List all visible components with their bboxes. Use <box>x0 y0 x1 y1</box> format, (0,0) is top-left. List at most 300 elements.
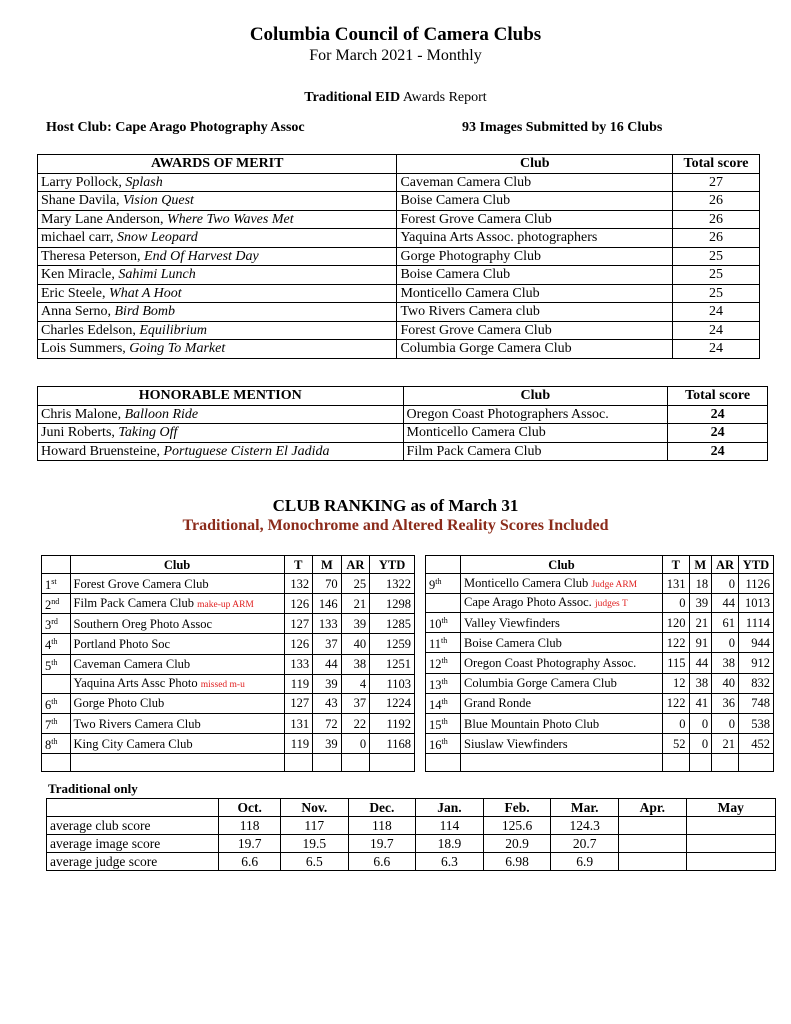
images-submitted: 93 Images Submitted by 16 Clubs <box>462 120 663 135</box>
club-name: Forest Grove Camera Club <box>397 321 673 340</box>
awards-entry <box>38 340 397 359</box>
score-m: 0 <box>689 734 712 754</box>
traditional-only-label: Traditional only <box>48 781 138 796</box>
score-m: 37 <box>313 634 342 654</box>
photographer-name: Chris Malone, <box>41 406 125 422</box>
metric-value: 125.6 <box>483 817 551 835</box>
metric-value: 6.6 <box>219 853 281 871</box>
club-name: Oregon Coast Photographers Assoc. <box>403 405 668 424</box>
score-ar: 44 <box>712 594 739 613</box>
place-suffix: th <box>441 636 448 646</box>
traditional-header-row <box>47 799 776 817</box>
score-t: 132 <box>284 574 313 594</box>
place-number: 3 <box>45 618 52 633</box>
ranking-club <box>461 633 663 653</box>
score-ar: 21 <box>712 734 739 754</box>
place-suffix: th <box>441 696 448 706</box>
ranking-club <box>70 634 284 654</box>
club-note: missed m-u <box>200 679 245 690</box>
awards-row <box>38 229 760 248</box>
score-t: 119 <box>284 674 313 693</box>
score-m <box>313 754 342 772</box>
score-ytd <box>738 754 773 772</box>
awards-entry <box>38 229 397 248</box>
place-suffix: th <box>51 657 58 667</box>
metric-value: 19.7 <box>348 835 416 853</box>
score-t <box>284 754 313 772</box>
club-note: Judge ARM <box>591 579 638 590</box>
score-m: 39 <box>689 594 712 613</box>
ranking-row <box>42 693 415 713</box>
ranking-place <box>42 654 71 674</box>
score-ar: 36 <box>712 693 739 713</box>
ranking-row <box>426 653 774 673</box>
club-name: Valley Viewfinders <box>464 615 560 630</box>
ranking-row <box>426 693 774 713</box>
awards-entry <box>38 266 397 285</box>
awards-row <box>38 321 760 340</box>
place-number: 8 <box>45 738 52 753</box>
image-title: Where Two Waves Met <box>166 211 294 227</box>
club-name: Monticello Camera Club <box>403 424 668 443</box>
photographer-name: Lois Summers, <box>41 341 130 357</box>
place-suffix: th <box>441 716 448 726</box>
awards-of-merit-table <box>37 154 760 359</box>
ranking-right-header-club: Club <box>461 556 663 574</box>
ranking-place <box>426 754 461 772</box>
club-name: Boise Camera Club <box>397 266 673 285</box>
ranking-place <box>426 734 461 754</box>
score-ytd: 538 <box>738 713 773 733</box>
ranking-left-header-t: T <box>284 556 313 574</box>
month-header: Feb. <box>483 799 551 817</box>
month-header: Oct. <box>219 799 281 817</box>
metric-value: 114 <box>416 817 484 835</box>
total-score: 26 <box>673 229 760 248</box>
score-t: 122 <box>662 693 689 713</box>
traditional-row <box>47 835 776 853</box>
ranking-row <box>426 613 774 633</box>
score-t: 127 <box>284 614 313 634</box>
score-ar: 0 <box>341 734 370 754</box>
month-header: Mar. <box>551 799 619 817</box>
place-number: 10 <box>429 617 442 632</box>
club-name: Blue Mountain Photo Club <box>464 716 600 731</box>
ranking-club <box>461 673 663 693</box>
club-name: Siuslaw Viewfinders <box>464 736 568 751</box>
image-title: Going To Market <box>129 341 226 357</box>
awards-header-club: Club <box>397 155 673 174</box>
place-suffix: rd <box>51 617 58 627</box>
ranking-left-header-ytd: YTD <box>370 556 415 574</box>
ranking-club <box>70 654 284 674</box>
awards-row <box>38 173 760 192</box>
club-name: Columbia Gorge Camera Club <box>464 676 617 691</box>
ranking-club <box>461 594 663 613</box>
image-title: Equilibrium <box>139 322 208 338</box>
image-title: Taking Off <box>118 425 178 441</box>
metric-value: 19.7 <box>219 835 281 853</box>
ranking-club <box>70 674 284 693</box>
total-score: 26 <box>673 210 760 229</box>
score-m <box>689 754 712 772</box>
ranking-row <box>426 673 774 693</box>
awards-row <box>38 303 760 322</box>
score-ar: 22 <box>341 713 370 733</box>
score-m: 72 <box>313 713 342 733</box>
metric-value: 6.5 <box>280 853 348 871</box>
score-t: 0 <box>662 713 689 733</box>
score-m: 21 <box>689 613 712 633</box>
score-ar: 25 <box>341 574 370 594</box>
metric-value: 20.7 <box>551 835 619 853</box>
ranking-right-header-place <box>426 556 461 574</box>
ranking-club <box>70 594 284 614</box>
metric-value <box>686 835 775 853</box>
honorable-header-club: Club <box>403 387 668 406</box>
ranking-place <box>426 633 461 653</box>
club-name: King City Camera Club <box>73 736 193 751</box>
image-title: Snow Leopard <box>117 230 198 246</box>
score-ar: 38 <box>712 653 739 673</box>
month-header: Apr. <box>619 799 687 817</box>
score-m: 39 <box>313 674 342 693</box>
photographer-name: Anna Serno, <box>41 304 115 320</box>
club-name: Forest Grove Camera Club <box>397 210 673 229</box>
total-score: 25 <box>673 266 760 285</box>
honorable-header-mention: HONORABLE MENTION <box>38 387 404 406</box>
place-number: 7 <box>45 718 52 733</box>
ranking-right-header-ar: AR <box>712 556 739 574</box>
total-score: 24 <box>673 321 760 340</box>
metric-value: 6.3 <box>416 853 484 871</box>
score-t: 126 <box>284 634 313 654</box>
club-ranking-right-table <box>425 555 774 772</box>
place-suffix: th <box>51 696 58 706</box>
ranking-club <box>70 574 284 594</box>
image-title: Sahimi Lunch <box>118 267 196 283</box>
score-ytd: 1192 <box>370 713 415 733</box>
club-name: Boise Camera Club <box>397 192 673 211</box>
ranking-club <box>70 693 284 713</box>
metric-value <box>686 817 775 835</box>
metric-value <box>619 853 687 871</box>
metric-value <box>619 817 687 835</box>
page-title: Columbia Council of Camera Clubs <box>249 24 542 45</box>
host-club: Host Club: Cape Arago Photography Assoc <box>46 120 305 135</box>
awards-row <box>38 340 760 359</box>
honorable-mention-table <box>37 386 768 461</box>
score-m: 44 <box>689 653 712 673</box>
ranking-club <box>461 734 663 754</box>
score-t: 0 <box>662 594 689 613</box>
place-suffix: th <box>441 656 448 666</box>
place-suffix: th <box>441 676 448 686</box>
total-score: 24 <box>668 424 768 443</box>
score-t: 119 <box>284 734 313 754</box>
score-ar <box>341 754 370 772</box>
ranking-club <box>70 614 284 634</box>
score-m: 70 <box>313 574 342 594</box>
image-title: Splash <box>125 174 163 190</box>
ranking-place <box>42 693 71 713</box>
ranking-club <box>461 613 663 633</box>
score-ytd: 452 <box>738 734 773 754</box>
honorable-row <box>38 405 768 424</box>
month-header: Dec. <box>348 799 416 817</box>
photographer-name: michael carr, <box>41 230 118 246</box>
score-t: 115 <box>662 653 689 673</box>
photographer-name: Theresa Peterson, <box>41 248 145 264</box>
awards-header-row <box>38 155 760 174</box>
club-name: Monticello Camera Club <box>397 284 673 303</box>
place-number: 6 <box>45 697 52 712</box>
club-name: Portland Photo Soc <box>73 637 171 652</box>
club-name: Yaquina Arts Assoc. photographers <box>397 229 673 248</box>
ranking-left-header-row <box>42 556 415 574</box>
score-m: 39 <box>313 734 342 754</box>
ranking-place <box>426 673 461 693</box>
score-ytd: 1251 <box>370 654 415 674</box>
club-name: Columbia Gorge Camera Club <box>397 340 673 359</box>
score-ytd: 1259 <box>370 634 415 654</box>
club-name: Boise Camera Club <box>464 635 562 650</box>
traditional-row <box>47 853 776 871</box>
ranking-place <box>42 574 71 594</box>
month-header: Jan. <box>416 799 484 817</box>
club-name: Film Pack Camera Club <box>403 442 668 461</box>
club-name: Film Pack Camera Club <box>73 595 195 610</box>
score-ytd: 1224 <box>370 693 415 713</box>
metric-value <box>686 853 775 871</box>
total-score: 27 <box>673 173 760 192</box>
metric-value: 118 <box>348 817 416 835</box>
total-score: 26 <box>673 192 760 211</box>
ranking-place <box>426 594 461 613</box>
club-ranking-subtitle: Traditional, Monochrome and Altered Reality Scores Included <box>182 517 609 534</box>
score-m: 41 <box>689 693 712 713</box>
image-title: Vision Quest <box>123 193 194 209</box>
score-ar: 0 <box>712 574 739 594</box>
place-suffix: th <box>441 737 448 747</box>
score-ytd: 1114 <box>738 613 773 633</box>
score-t: 127 <box>284 693 313 713</box>
ranking-left-header-club: Club <box>70 556 284 574</box>
ranking-row <box>42 634 415 654</box>
score-ytd: 832 <box>738 673 773 693</box>
score-t: 126 <box>284 594 313 614</box>
place-number: 4 <box>45 638 52 653</box>
honorable-entry <box>38 442 404 461</box>
score-m: 38 <box>689 673 712 693</box>
place-number: 13 <box>429 677 442 692</box>
ranking-left-header-place <box>42 556 71 574</box>
score-t: 120 <box>662 613 689 633</box>
ranking-row <box>42 614 415 634</box>
photographer-name: Eric Steele, <box>41 285 110 301</box>
image-title: Bird Bomb <box>114 304 176 320</box>
metric-value: 6.98 <box>483 853 551 871</box>
score-ar: 40 <box>712 673 739 693</box>
awards-row <box>38 192 760 211</box>
ranking-row <box>426 734 774 754</box>
honorable-entry <box>38 405 404 424</box>
awards-entry <box>38 173 397 192</box>
club-note: judges T <box>594 599 628 610</box>
photographer-name: Ken Miracle, <box>41 267 119 283</box>
score-ar: 38 <box>341 654 370 674</box>
club-note: make-up ARM <box>197 599 254 610</box>
score-t: 52 <box>662 734 689 754</box>
score-m: 43 <box>313 693 342 713</box>
score-m: 133 <box>313 614 342 634</box>
ranking-row <box>42 754 415 772</box>
club-name: Forest Grove Camera Club <box>73 576 209 591</box>
ranking-place <box>426 574 461 594</box>
score-m: 44 <box>313 654 342 674</box>
ranking-club <box>461 653 663 673</box>
ranking-place <box>42 614 71 634</box>
photographer-name: Howard Bruensteine, <box>41 443 164 459</box>
club-name: Oregon Coast Photography Assoc. <box>464 656 637 671</box>
place-number: 2 <box>45 598 52 613</box>
place-suffix: th <box>51 637 58 647</box>
club-ranking-title: CLUB RANKING as of March 31 <box>272 496 519 515</box>
honorable-row <box>38 424 768 443</box>
score-ytd: 1322 <box>370 574 415 594</box>
place-suffix: th <box>51 716 58 726</box>
awards-entry <box>38 321 397 340</box>
ranking-place <box>426 693 461 713</box>
score-ar: 0 <box>712 713 739 733</box>
place-number: 16 <box>429 738 442 753</box>
metric-value: 118 <box>219 817 281 835</box>
place-suffix: nd <box>51 597 60 607</box>
metric-label: average image score <box>47 835 219 853</box>
club-name: Grand Ronde <box>464 696 532 711</box>
score-ar: 40 <box>341 634 370 654</box>
club-name: Yaquina Arts Assc Photo <box>73 675 198 690</box>
score-m: 0 <box>689 713 712 733</box>
ranking-place <box>42 754 71 772</box>
metric-value <box>619 835 687 853</box>
awards-header-score: Total score <box>673 155 760 174</box>
club-ranking-left-table <box>41 555 415 772</box>
club-name: Gorge Photo Club <box>73 696 165 711</box>
image-title: Balloon Ride <box>124 406 199 422</box>
honorable-header-row <box>38 387 768 406</box>
place-number: 5 <box>45 658 52 673</box>
report-title-rest: Awards Report <box>400 90 487 105</box>
ranking-place <box>42 674 71 693</box>
ranking-place <box>42 713 71 733</box>
ranking-row <box>42 674 415 693</box>
ranking-club <box>70 754 284 772</box>
ranking-left-header-ar: AR <box>341 556 370 574</box>
photographer-name: Juni Roberts, <box>41 425 119 441</box>
ranking-row <box>42 734 415 754</box>
place-suffix: th <box>441 616 448 626</box>
score-ar: 21 <box>341 594 370 614</box>
score-ar <box>712 754 739 772</box>
place-suffix: th <box>435 577 442 586</box>
ranking-row <box>42 594 415 614</box>
club-name: Caveman Camera Club <box>73 657 191 672</box>
awards-entry <box>38 303 397 322</box>
total-score: 24 <box>673 340 760 359</box>
ranking-club <box>70 713 284 733</box>
photographer-name: Larry Pollock, <box>41 174 126 190</box>
ranking-row <box>42 574 415 594</box>
score-ar: 61 <box>712 613 739 633</box>
score-ytd: 944 <box>738 633 773 653</box>
metric-label: average judge score <box>47 853 219 871</box>
honorable-row <box>38 442 768 461</box>
awards-row <box>38 247 760 266</box>
metric-value: 117 <box>280 817 348 835</box>
place-number: 1 <box>45 578 52 593</box>
ranking-right-header-t: T <box>662 556 689 574</box>
ranking-place <box>42 734 71 754</box>
score-t: 131 <box>284 713 313 733</box>
ranking-place <box>42 634 71 654</box>
honorable-header-score: Total score <box>668 387 768 406</box>
score-m: 146 <box>313 594 342 614</box>
ranking-row <box>42 654 415 674</box>
ranking-row <box>426 713 774 733</box>
score-ar: 4 <box>341 674 370 693</box>
total-score: 24 <box>668 442 768 461</box>
place-number: 11 <box>429 637 442 652</box>
score-ytd: 1103 <box>370 674 415 693</box>
awards-row <box>38 284 760 303</box>
image-title: Portuguese Cistern El Jadida <box>163 443 330 459</box>
metric-label: average club score <box>47 817 219 835</box>
traditional-row <box>47 817 776 835</box>
total-score: 25 <box>673 247 760 266</box>
score-ytd: 1285 <box>370 614 415 634</box>
ranking-row <box>42 713 415 733</box>
ranking-club <box>70 734 284 754</box>
month-header: May <box>686 799 775 817</box>
ranking-right-header-m: M <box>689 556 712 574</box>
score-t <box>662 754 689 772</box>
metric-value: 124.3 <box>551 817 619 835</box>
ranking-right-header-ytd: YTD <box>738 556 773 574</box>
score-ar: 37 <box>341 693 370 713</box>
score-ytd: 1013 <box>738 594 773 613</box>
score-m: 18 <box>689 574 712 594</box>
awards-entry <box>38 284 397 303</box>
ranking-row <box>426 754 774 772</box>
score-ytd: 1126 <box>738 574 773 594</box>
ranking-place <box>426 713 461 733</box>
score-ar: 39 <box>341 614 370 634</box>
score-ytd: 1168 <box>370 734 415 754</box>
metric-value: 20.9 <box>483 835 551 853</box>
metric-value: 6.9 <box>551 853 619 871</box>
ranking-club <box>461 713 663 733</box>
club-name: Southern Oreg Photo Assoc <box>73 616 213 631</box>
report-title <box>0 90 791 106</box>
awards-row <box>38 266 760 285</box>
score-ytd: 912 <box>738 653 773 673</box>
place-number: 15 <box>429 718 442 733</box>
awards-entry <box>38 210 397 229</box>
score-ytd: 1298 <box>370 594 415 614</box>
photographer-name: Mary Lane Anderson, <box>41 211 167 227</box>
club-name: Gorge Photography Club <box>397 247 673 266</box>
